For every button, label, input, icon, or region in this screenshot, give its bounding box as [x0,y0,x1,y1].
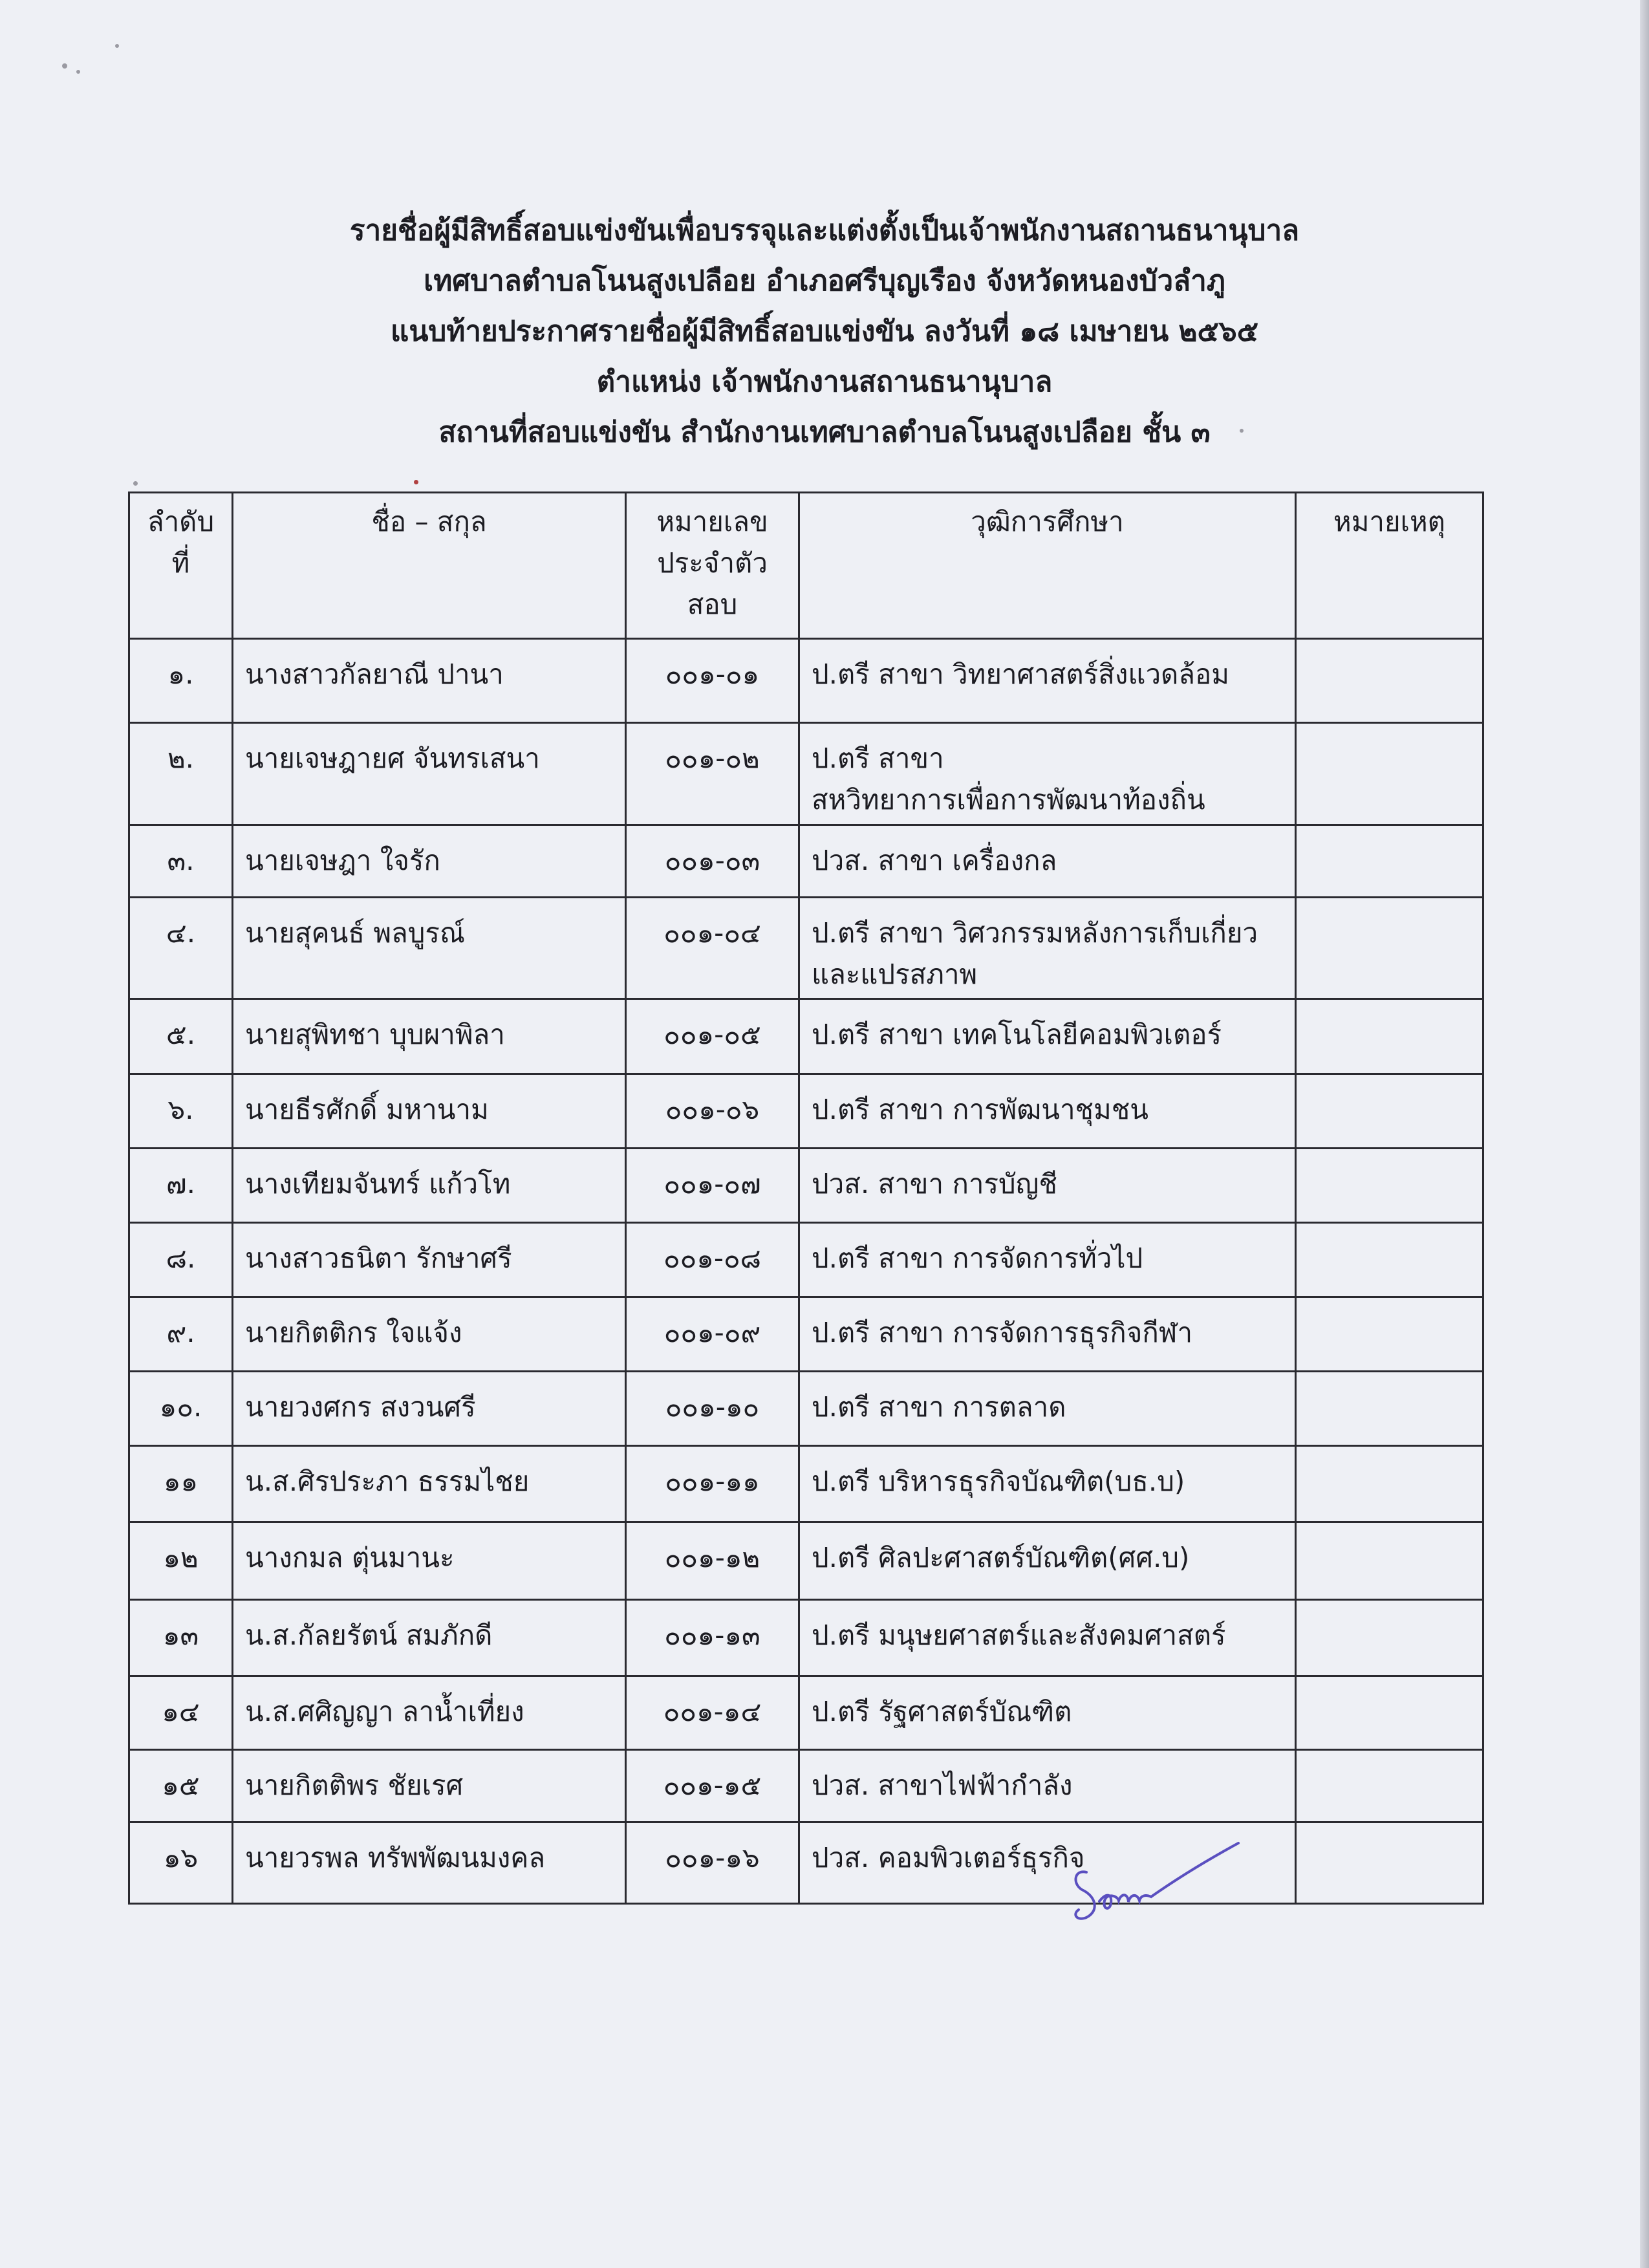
column-header-no-line1: ลำดับ [147,506,215,537]
cell-exam-id: ๐๐๑-๐๕ [626,999,799,1074]
table-row [129,1074,1483,1149]
cell-remark [1296,1149,1483,1223]
cell-remark [1296,1676,1483,1750]
cell-education-line1: ปวส. คอมพิวเตอร์ธุรกิจ [812,1842,1085,1874]
table-row [129,1600,1483,1676]
candidate-table [128,491,1484,1905]
cell-exam-id: ๐๐๑-๐๘ [626,1223,799,1297]
cell-exam-id: ๐๐๑-๐๙ [626,1297,799,1372]
scan-speck [414,480,418,484]
cell-no: ๑. [129,639,233,723]
cell-education [799,1522,1296,1600]
header-position: ตำแหน่ง เจ้าพนักงานสถานธนานุบาล [596,365,1053,398]
cell-no: ๙. [129,1297,233,1372]
table-row [129,1822,1483,1904]
cell-education-line1: ป.ตรี สาขา การจัดการทั่วไป [812,1242,1143,1274]
cell-education-line1: ปวส. สาขาไฟฟ้ากำลัง [812,1769,1073,1801]
cell-education [799,1600,1296,1676]
cell-education [799,1676,1296,1750]
cell-no: ๑๐. [129,1372,233,1446]
cell-no: ๑๑ [129,1446,233,1522]
cell-name: นายธีรศักดิ์ มหานาม [233,1074,626,1149]
cell-no: ๑๓ [129,1600,233,1676]
column-header-remark [1296,493,1483,639]
cell-name: นายเจษฎายศ จันทรเสนา [233,723,626,825]
cell-no: ๓. [129,825,233,898]
cell-exam-id: ๐๐๑-๐๔ [626,898,799,999]
cell-education [799,1297,1296,1372]
cell-education-line1: ป.ตรี สาขา การพัฒนาชุมชน [812,1094,1148,1125]
table-row [129,723,1483,825]
cell-education-line2: และแปรสภาพ [812,958,978,990]
cell-education [799,1074,1296,1149]
cell-exam-id: ๐๐๑-๑๓ [626,1600,799,1676]
cell-education-line1: ป.ตรี สาขา วิศวกรรมหลังการเก็บเกี่ยว [812,917,1258,949]
header-exam-venue: สถานที่สอบแข่งขัน สำนักงานเทศบาลตำบลโนนสูงเปลือย ชั้น ๓ [438,416,1211,449]
column-header-name-label: ชื่อ – สกุล [371,506,487,537]
cell-name: นายสุคนธ์ พลบูรณ์ [233,898,626,999]
table-row [129,1676,1483,1750]
cell-remark [1296,1600,1483,1676]
cell-education [799,639,1296,723]
table-row [129,1372,1483,1446]
cell-exam-id: ๐๐๑-๑๒ [626,1522,799,1600]
cell-name: นางสาวกัลยาณี ปานา [233,639,626,723]
cell-remark [1296,1297,1483,1372]
cell-exam-id: ๐๐๑-๑๔ [626,1676,799,1750]
cell-remark [1296,1750,1483,1822]
table-header-row [129,493,1483,639]
cell-education [799,825,1296,898]
cell-education-line1: ปวส. สาขา เครื่องกล [812,845,1057,876]
cell-education-line1: ป.ตรี สาขา [812,742,944,774]
cell-name: น.ส.ศิรประภา ธรรมไชย [233,1446,626,1522]
cell-education-line1: ป.ตรี ศิลปะศาสตร์บัณฑิต(ศศ.บ) [812,1542,1190,1573]
cell-exam-id: ๐๐๑-๐๖ [626,1074,799,1149]
cell-remark [1296,1074,1483,1149]
cell-education-line1: ปวส. สาขา การบัญชี [812,1168,1057,1200]
cell-name: นายกิตติกร ใจแจ้ง [233,1297,626,1372]
column-header-exam-id-line3: สอบ [687,589,738,620]
cell-education [799,1446,1296,1522]
table-row [129,825,1483,898]
cell-education [799,999,1296,1074]
cell-exam-id: ๐๐๑-๐๓ [626,825,799,898]
cell-no: ๑๕ [129,1750,233,1822]
column-header-exam-id-line2: ประจำตัว [657,547,768,579]
column-header-no [129,493,233,639]
cell-education [799,1223,1296,1297]
table-row [129,1297,1483,1372]
cell-remark [1296,723,1483,825]
cell-name: นายสุพิทชา บุบผาพิลา [233,999,626,1074]
cell-no: ๖. [129,1074,233,1149]
column-header-name [233,493,626,639]
table-row [129,1446,1483,1522]
table-row [129,1149,1483,1223]
cell-education-line2: สหวิทยาการเพื่อการพัฒนาท้องถิ่น [812,784,1205,815]
cell-name: น.ส.ศศิญญา ลาน้ำเที่ยง [233,1676,626,1750]
cell-exam-id: ๐๐๑-๐๑ [626,639,799,723]
cell-education-line1: ป.ตรี สาขา การตลาด [812,1391,1066,1423]
cell-name: นายวรพล ทรัพพัฒนมงคล [233,1822,626,1904]
cell-education-line1: ป.ตรี สาขา เทคโนโลยีคอมพิวเตอร์ [812,1019,1222,1050]
table-row [129,1750,1483,1822]
cell-education-line1: ป.ตรี สาขา วิทยาศาสตร์สิ่งแวดล้อม [812,658,1229,690]
cell-remark [1296,898,1483,999]
column-header-exam-id-line1: หมายเลข [656,506,768,537]
scan-speck [62,63,67,69]
cell-remark [1296,825,1483,898]
cell-name: นายกิตติพร ชัยเรศ [233,1750,626,1822]
cell-remark [1296,1372,1483,1446]
cell-exam-id: ๐๐๑-๑๕ [626,1750,799,1822]
cell-remark [1296,639,1483,723]
cell-education-line1: ป.ตรี มนุษยศาสตร์และสังคมศาสตร์ [812,1619,1226,1651]
cell-no: ๑๔ [129,1676,233,1750]
cell-education [799,1149,1296,1223]
cell-remark [1296,1822,1483,1904]
cell-name: น.ส.กัลยรัตน์ สมภักดี [233,1600,626,1676]
table-row [129,1522,1483,1600]
cell-remark [1296,1522,1483,1600]
cell-exam-id: ๐๐๑-๐๗ [626,1149,799,1223]
scan-speck [115,44,119,48]
column-header-no-line2: ที่ [171,547,190,579]
cell-exam-id: ๐๐๑-๑๑ [626,1446,799,1522]
cell-no: ๕. [129,999,233,1074]
cell-no: ๑๖ [129,1822,233,1904]
cell-exam-id: ๐๐๑-๑๖ [626,1822,799,1904]
cell-education [799,1372,1296,1446]
column-header-education-label: วุฒิการศึกษา [971,506,1124,537]
cell-name: นายเจษฎา ใจรัก [233,825,626,898]
header-title: รายชื่อผู้มีสิทธิ์สอบแข่งขันเพื่อบรรจุและแต่งตั้งเป็นเจ้าพนักงานสถานธนานุบาล [349,214,1300,247]
handwritten-signature [1067,1833,1248,1930]
cell-no: ๗. [129,1149,233,1223]
cell-education [799,898,1296,999]
page-edge [1640,0,1649,2268]
cell-education-line1: ป.ตรี รัฐศาสตร์บัณฑิต [812,1696,1072,1727]
header-announcement-date: แนบท้ายประกาศรายชื่อผู้มีสิทธิ์สอบแข่งขัน ลงวันที่ ๑๘ เมษายน ๒๕๖๕ [390,315,1259,348]
cell-education-line1: ป.ตรี บริหารธุรกิจบัณฑิต(บธ.บ) [812,1465,1185,1497]
cell-remark [1296,999,1483,1074]
cell-no: ๒. [129,723,233,825]
table-row [129,1223,1483,1297]
document-header [194,206,1455,458]
column-header-exam-id [626,493,799,639]
cell-name: นายวงศกร สงวนศรี [233,1372,626,1446]
cell-remark [1296,1223,1483,1297]
cell-education [799,723,1296,825]
cell-education [799,1750,1296,1822]
cell-name: นางสาวธนิตา รักษาศรี [233,1223,626,1297]
cell-exam-id: ๐๐๑-๐๒ [626,723,799,825]
cell-name: นางกมล ตุ่นมานะ [233,1522,626,1600]
table-row [129,898,1483,999]
cell-no: ๔. [129,898,233,999]
scan-speck [76,70,80,74]
cell-name: นางเทียมจันทร์ แก้วโท [233,1149,626,1223]
table-row [129,999,1483,1074]
cell-no: ๘. [129,1223,233,1297]
table-row [129,639,1483,723]
header-municipality: เทศบาลตำบลโนนสูงเปลือย อำเภอศรีบุญเรือง จังหวัดหนองบัวลำภู [424,265,1225,297]
scan-speck [133,481,138,486]
cell-exam-id: ๐๐๑-๑๐ [626,1372,799,1446]
cell-education-line1: ป.ตรี สาขา การจัดการธุรกิจกีฬา [812,1317,1193,1348]
cell-remark [1296,1446,1483,1522]
column-header-education [799,493,1296,639]
cell-no: ๑๒ [129,1522,233,1600]
column-header-remark-label: หมายเหตุ [1333,506,1445,537]
